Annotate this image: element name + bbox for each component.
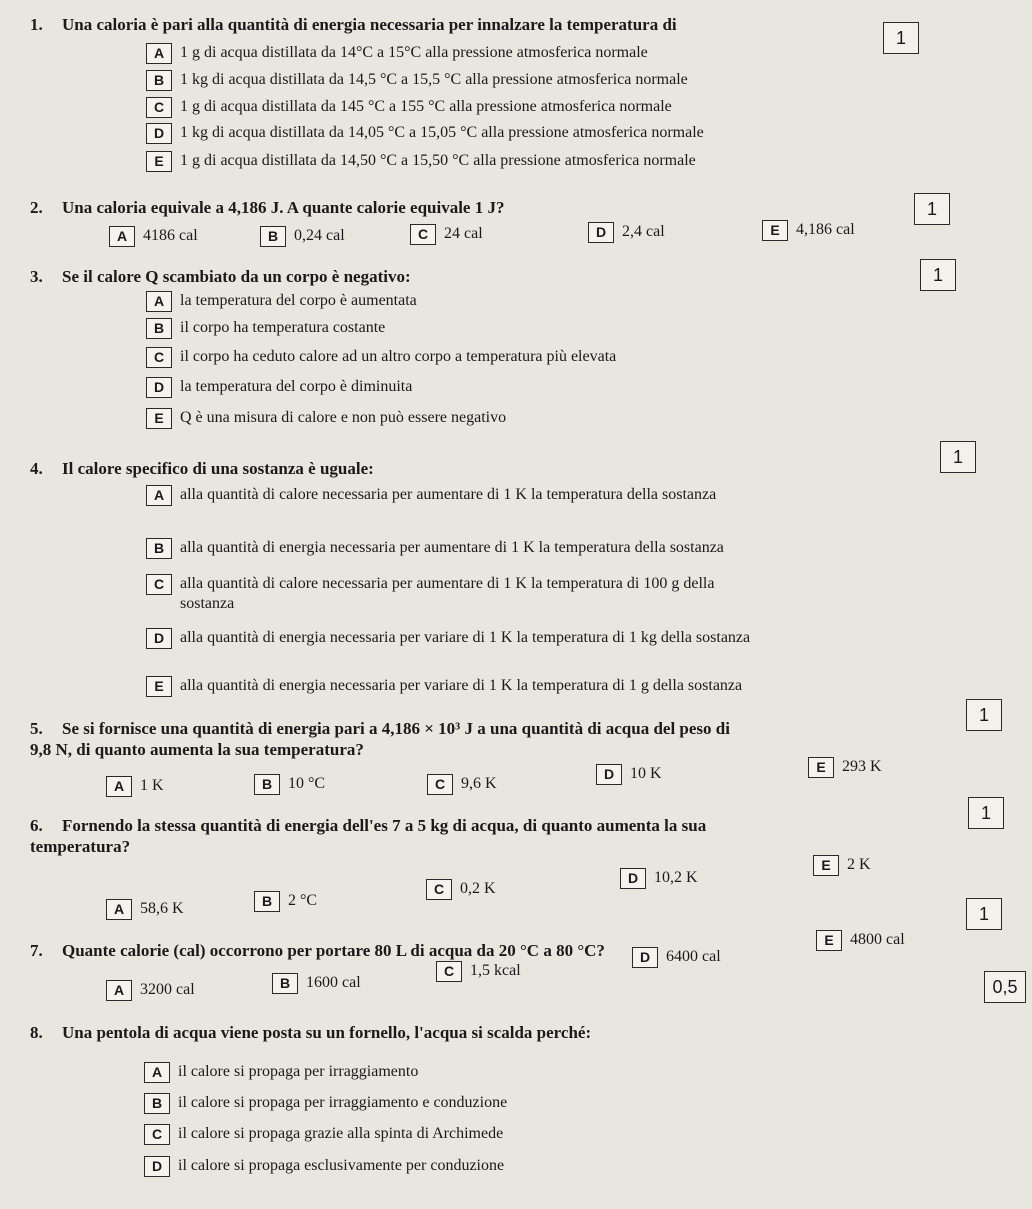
option-6c[interactable]: C 0,2 K bbox=[426, 879, 496, 900]
option-7c[interactable]: C 1,5 kcal bbox=[436, 961, 521, 982]
score-box: 1 bbox=[914, 193, 950, 225]
question-5 bbox=[30, 718, 942, 760]
option-4c[interactable]: C alla quantità di calore necessaria per aumentare di 1 K la temperatura di 100 g della sostanza bbox=[146, 574, 714, 614]
score-box: 1 bbox=[920, 259, 956, 291]
option-3a[interactable]: A la temperatura del corpo è aumentata bbox=[146, 291, 417, 312]
score-box: 1 bbox=[966, 898, 1002, 930]
option-2b[interactable]: B 0,24 cal bbox=[260, 226, 345, 247]
option-8b[interactable]: B il calore si propaga per irraggiamento e conduzione bbox=[144, 1093, 507, 1114]
option-7e[interactable]: E 4800 cal bbox=[816, 930, 905, 951]
question-stem: 8. Una pentola di acqua viene posta su un fornello, l'acqua si scalda perché: bbox=[30, 1023, 592, 1042]
question-6 bbox=[30, 815, 942, 857]
option-1e[interactable]: E 1 g di acqua distillata da 14,50 °C a 15,50 °C alla pressione atmosferica normale bbox=[146, 151, 696, 172]
option-2a[interactable]: A 4186 cal bbox=[109, 226, 198, 247]
option-1d[interactable]: D 1 kg di acqua distillata da 14,05 °C a 15,05 °C alla pressione atmosferica normale bbox=[146, 123, 704, 144]
option-2c[interactable]: C 24 cal bbox=[410, 224, 483, 245]
question-2 bbox=[30, 197, 1012, 218]
option-6b[interactable]: B 2 °C bbox=[254, 891, 317, 912]
question-stem: 5. Se si fornisce una quantità di energia pari a 4,186 × 10³ J a una quantità di acqua del peso di 9,8 N, di quanto aumenta la sua temperatura? bbox=[30, 719, 730, 759]
option-6d[interactable]: D 10,2 K bbox=[620, 868, 698, 889]
score-box: 1 bbox=[968, 797, 1004, 829]
option-5e[interactable]: E 293 K bbox=[808, 757, 882, 778]
option-6a[interactable]: A 58,6 K bbox=[106, 899, 184, 920]
option-4e[interactable]: E alla quantità di energia necessaria per variare di 1 K la temperatura di 1 g della sostanza bbox=[146, 676, 742, 697]
question-4 bbox=[30, 458, 1012, 479]
score-box: 1 bbox=[883, 22, 919, 54]
option-3d[interactable]: D la temperatura del corpo è diminuita bbox=[146, 377, 412, 398]
score-box: 1 bbox=[966, 699, 1002, 731]
score-box: 0,5 bbox=[984, 971, 1026, 1003]
score-box: 1 bbox=[940, 441, 976, 473]
option-5c[interactable]: C 9,6 K bbox=[427, 774, 497, 795]
question-1 bbox=[30, 14, 1012, 35]
option-3c[interactable]: C il corpo ha ceduto calore ad un altro corpo a temperatura più elevata bbox=[146, 347, 616, 368]
question-stem: 2. Una caloria equivale a 4,186 J. A quante calorie equivale 1 J? bbox=[30, 198, 505, 217]
option-5a[interactable]: A 1 K bbox=[106, 776, 164, 797]
option-5d[interactable]: D 10 K bbox=[596, 764, 662, 785]
question-8 bbox=[30, 1022, 832, 1043]
option-5b[interactable]: B 10 °C bbox=[254, 774, 325, 795]
option-7d[interactable]: D 6400 cal bbox=[632, 947, 721, 968]
option-4a[interactable]: A alla quantità di calore necessaria per aumentare di 1 K la temperatura della sostanza bbox=[146, 485, 716, 506]
question-stem: 7. Quante calorie (cal) occorrono per portare 80 L di acqua da 20 °C a 80 °C? bbox=[30, 941, 605, 960]
question-stem: 6. Fornendo la stessa quantità di energia dell'es 7 a 5 kg di acqua, di quanto aumenta la sua temperatura? bbox=[30, 816, 707, 856]
option-3e[interactable]: E Q è una misura di calore e non può essere negativo bbox=[146, 408, 506, 429]
option-1b[interactable]: B 1 kg di acqua distillata da 14,5 °C a 15,5 °C alla pressione atmosferica normale bbox=[146, 70, 688, 91]
option-3b[interactable]: B il corpo ha temperatura costante bbox=[146, 318, 385, 339]
option-4b[interactable]: B alla quantità di energia necessaria per aumentare di 1 K la temperatura della sostanza bbox=[146, 538, 724, 559]
question-stem: 3. Se il calore Q scambiato da un corpo è negativo: bbox=[30, 267, 411, 286]
option-7a[interactable]: A 3200 cal bbox=[106, 980, 195, 1001]
option-1c[interactable]: C 1 g di acqua distillata da 145 °C a 155 °C alla pressione atmosferica normale bbox=[146, 97, 672, 118]
option-8c[interactable]: C il calore si propaga grazie alla spinta di Archimede bbox=[144, 1124, 503, 1145]
question-stem: 1. Una caloria è pari alla quantità di energia necessaria per innalzare la temperatura di bbox=[30, 15, 677, 34]
option-2d[interactable]: D 2,4 cal bbox=[588, 222, 665, 243]
option-1a[interactable]: A 1 g di acqua distillata da 14°C a 15°C alla pressione atmosferica normale bbox=[146, 43, 648, 64]
option-8d[interactable]: D il calore si propaga esclusivamente per conduzione bbox=[144, 1156, 504, 1177]
option-7b[interactable]: B 1600 cal bbox=[272, 973, 361, 994]
question-3 bbox=[30, 266, 1012, 287]
option-2e[interactable]: E 4,186 cal bbox=[762, 220, 855, 241]
option-8a[interactable]: A il calore si propaga per irraggiamento bbox=[144, 1062, 418, 1083]
option-4d[interactable]: D alla quantità di energia necessaria per variare di 1 K la temperatura di 1 kg della sostanza bbox=[146, 628, 750, 649]
option-6e[interactable]: E 2 K bbox=[813, 855, 871, 876]
question-stem: 4. Il calore specifico di una sostanza è uguale: bbox=[30, 459, 374, 478]
